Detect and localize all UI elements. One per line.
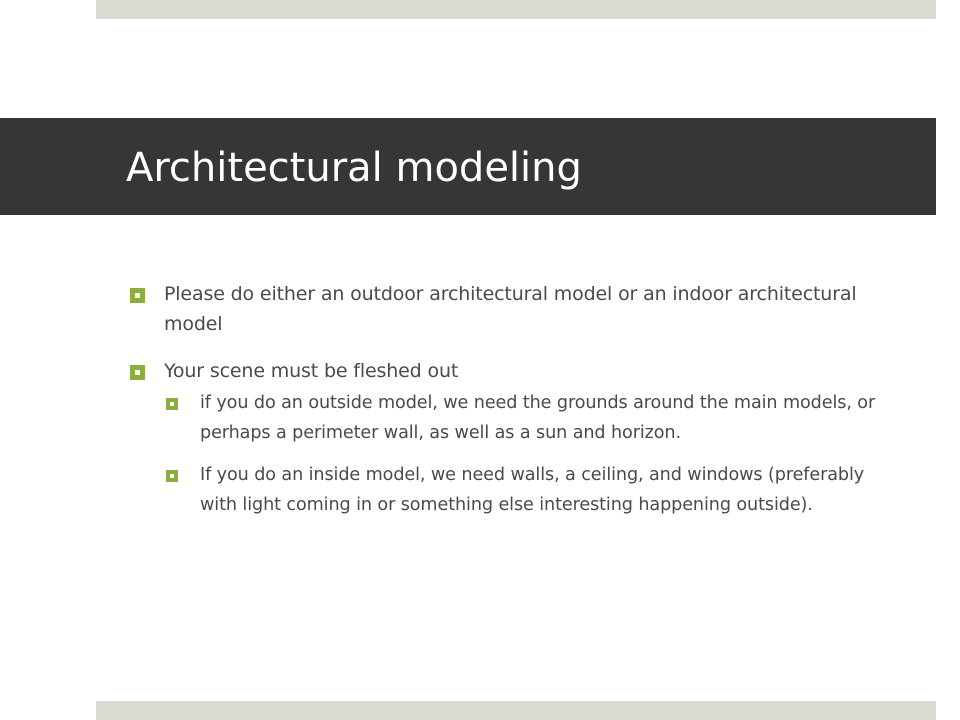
bullet-item-2 [130, 356, 890, 386]
bottom-decorative-band [96, 701, 936, 720]
slide-title: Architectural modeling [126, 145, 582, 191]
sub-bullet-item-1 [166, 388, 890, 448]
sub-bullet-text: If you do an inside model, we need walls, a ceiling, and windows (preferably with light coming in or something else interesting happening outside). [200, 465, 865, 515]
square-bullet-icon [130, 365, 145, 380]
slide-content [130, 279, 890, 520]
bullet-text: Your scene must be fleshed out [164, 360, 459, 382]
square-bullet-icon [130, 288, 145, 303]
bullet-item-1 [130, 279, 890, 339]
top-decorative-band [96, 0, 936, 19]
square-bullet-icon [166, 398, 178, 410]
bullet-text: Please do either an outdoor architectural model or an indoor architectural model [164, 283, 857, 335]
square-bullet-icon [166, 470, 178, 482]
sub-bullet-text: if you do an outside model, we need the grounds around the main models, or perhaps a perimeter wall, as well as a sun and horizon. [200, 393, 876, 443]
sub-bullet-item-2 [166, 460, 890, 520]
